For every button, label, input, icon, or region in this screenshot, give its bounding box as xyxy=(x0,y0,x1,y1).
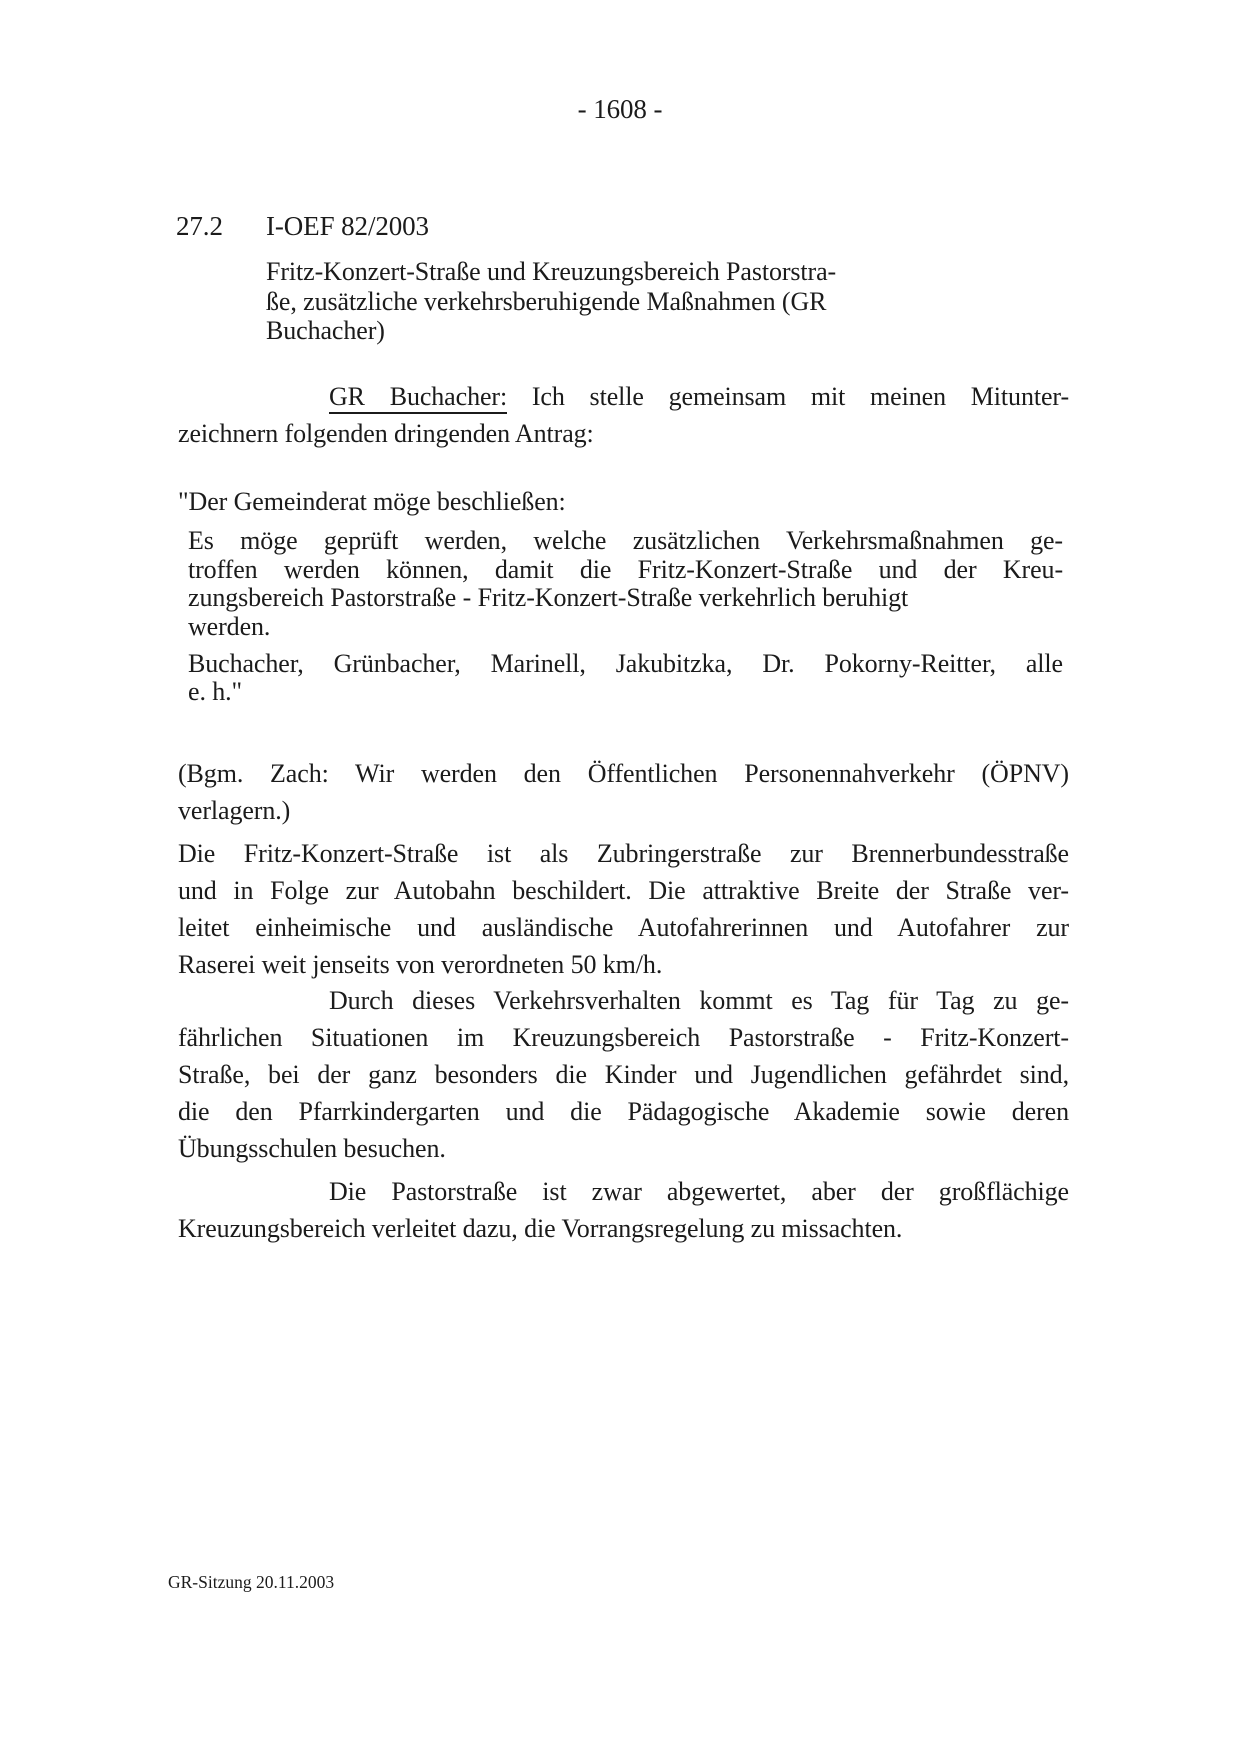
motion-text xyxy=(188,527,1063,641)
interjection-line: verlagern.) xyxy=(178,796,291,825)
motion-line: werden. xyxy=(188,611,271,641)
motion-line: troffen werden können, damit die Fritz-Konzert-Straße und der Kreu- xyxy=(188,554,1063,584)
motion-line: Es möge geprüft werden, welche zusätzlichen Verkehrsmaßnahmen ge- xyxy=(188,526,1063,555)
body-paragraph-3 xyxy=(178,1173,1069,1247)
title-line: Buchacher) xyxy=(266,316,385,345)
agenda-item-header xyxy=(176,212,429,241)
motion-opening-line: "Der Gemeinderat möge beschließen: xyxy=(178,487,566,516)
footer-session-label: GR-Sitzung 20.11.2003 xyxy=(168,1572,335,1592)
agenda-item-number: 27.2 xyxy=(176,211,223,241)
agenda-item-reference: I-OEF 82/2003 xyxy=(266,211,429,241)
interjection-line: (Bgm. Zach: Wir werden den Öffentlichen Personennahverkehr (ÖPNV) xyxy=(178,759,1069,788)
page-number: - 1608 - xyxy=(577,94,663,124)
title-line: Fritz-Konzert-Straße und Kreuzungsbereich Pastorstra- xyxy=(266,257,837,286)
agenda-item-title xyxy=(266,257,906,346)
title-line: ße, zusätzliche verkehrsberuhigende Maßnahmen (GR xyxy=(266,286,827,316)
signatories-line: e. h." xyxy=(188,677,243,706)
speech-intro-text: Ich stelle gemeinsam mit meinen Mitunter- xyxy=(507,382,1069,411)
body-paragraph-1 xyxy=(178,835,1069,983)
paragraph-line: Straße, bei der ganz besonders die Kinder und Jugendlichen gefährdet sind, xyxy=(178,1060,1069,1089)
mayor-interjection xyxy=(178,755,1069,829)
body-paragraph-2 xyxy=(178,982,1069,1167)
paragraph-line: Kreuzungsbereich verleitet dazu, die Vorrangsregelung zu missachten. xyxy=(178,1214,903,1243)
paragraph-line: Durch dieses Verkehrsverhalten kommt es Tag für Tag zu ge- xyxy=(329,986,1069,1015)
motion-line: zungsbereich Pastorstraße - Fritz-Konzert-Straße verkehrlich beruhigt xyxy=(188,583,909,612)
signatories-line: Buchacher, Grünbacher, Marinell, Jakubitzka, Dr. Pokorny-Reitter, alle xyxy=(188,649,1063,678)
speaker-name: GR Buchacher: xyxy=(329,382,507,414)
paragraph-line: fährlichen Situationen im Kreuzungsbereich Pastorstraße - Fritz-Konzert- xyxy=(178,1023,1069,1052)
paragraph-line: Die Fritz-Konzert-Straße ist als Zubringerstraße zur Brennerbundesstraße xyxy=(178,839,1069,868)
paragraph-line: Raserei weit jenseits von verordneten 50 km/h. xyxy=(178,950,663,979)
speech-intro-line: zeichnern folgenden dringenden Antrag: xyxy=(178,419,594,448)
paragraph-line: Die Pastorstraße ist zwar abgewertet, aber der großflächige xyxy=(329,1177,1069,1206)
motion-signatories xyxy=(188,650,1063,706)
paragraph-line: leitet einheimische und ausländische Autofahrerinnen und Autofahrer zur xyxy=(178,913,1069,942)
speech-intro-paragraph xyxy=(178,378,1069,452)
speech-intro-line xyxy=(178,378,1069,415)
paragraph-line: die den Pfarrkindergarten und die Pädagogische Akademie sowie deren xyxy=(178,1097,1069,1126)
paragraph-line: und in Folge zur Autobahn beschildert. Die attraktive Breite der Straße ver- xyxy=(178,876,1069,905)
paragraph-line: Übungsschulen besuchen. xyxy=(178,1134,446,1163)
motion-opening xyxy=(178,483,1069,520)
